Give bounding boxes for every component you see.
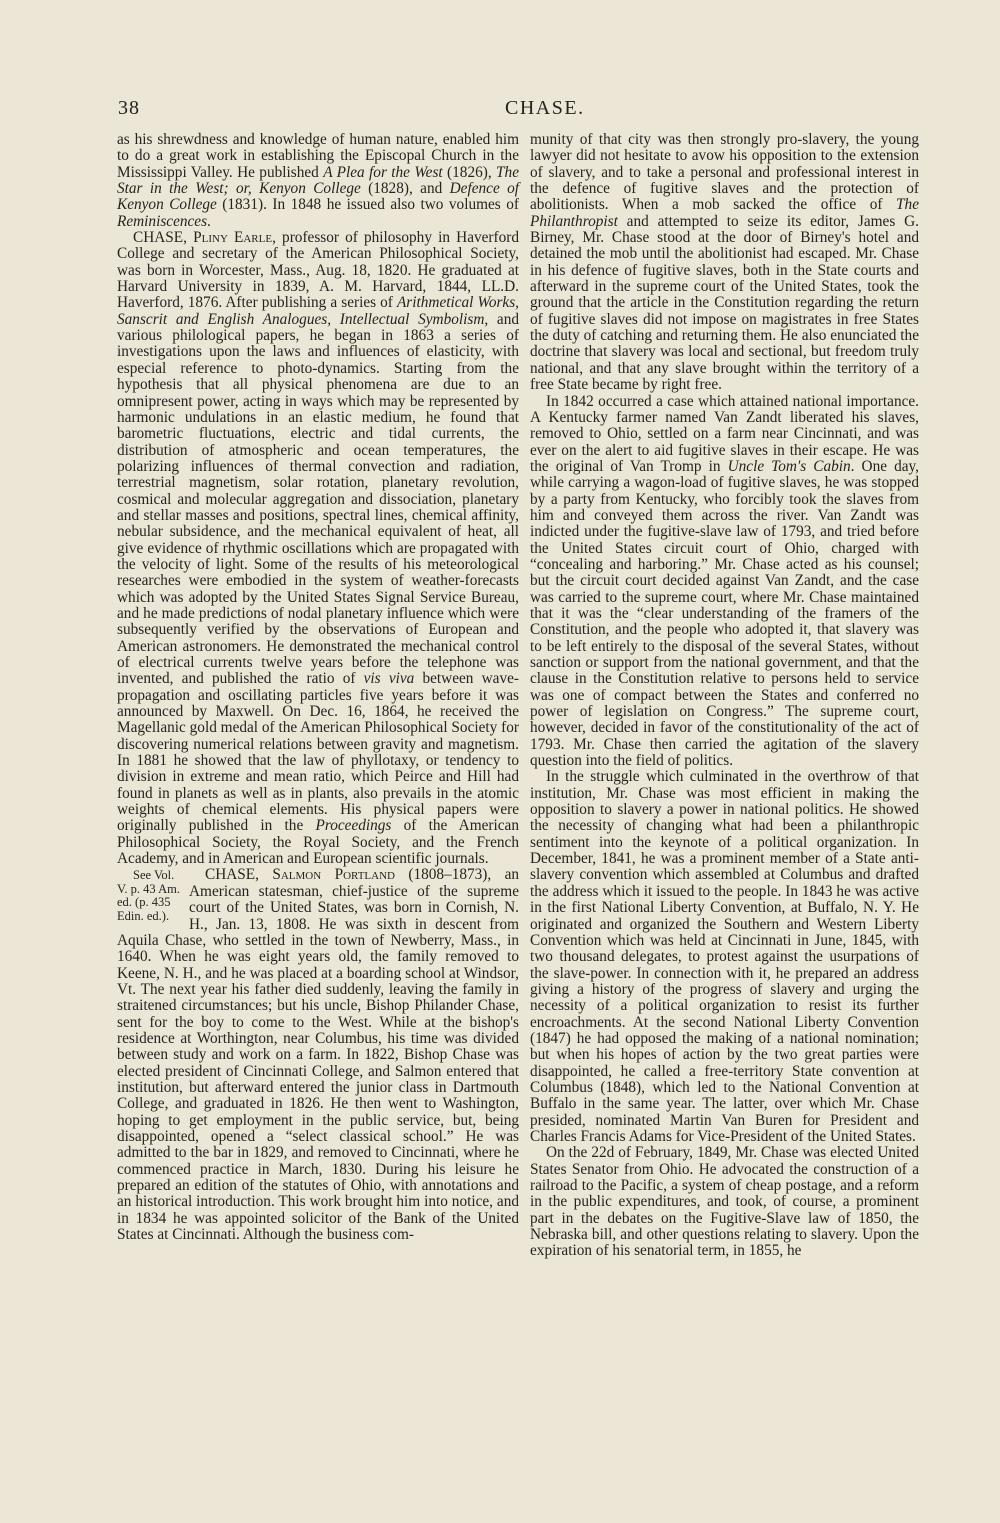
paragraph-cincinnati-antislavery: munity of that city was then strongly pro-slavery, the young lawyer did not hesitate to avow his opposition to the extension of slavery, and to take a personal and professional interest in the defence of fugitive slaves and the protection of abolitionists. When a mob sacked the office of The Philanthropist and attempted to seize its editor, James G. Birney, Mr. Chase stood at the door of Birney's hotel and detained the mob until the abolitionist had escaped. Mr. Chase in his defence of fugitive slaves, both in the State courts and afterward in the supreme court of the United States, took the ground that the article in the Constitution regarding the return of fugitive slaves did not impose on magistrates in free States the duty of catching and returning them. He also enunciated the doctrine that slavery was local and sectional, but freedom truly national, and that any slave brought within the territory of a free State became by right free. [530,131,919,394]
paragraph-episcopal-church-continuation: as his shrewdness and knowledge of human nature, enabled him to do a great work in establishing the Episcopal Church in the Mississippi Valley. He published A Plea for the West (1826), The Star in the West; or, Kenyon College (1828), and Defence of Kenyon College (1831). In 1848 he issued also two volumes of Reminiscences. [117,131,520,230]
running-head: CHASE. [505,97,585,119]
title-star-in-the-west: The Star in the West; or, Kenyon College [117,163,519,198]
paragraph-political-organization: In the struggle which culminated in the overthrow of that institution, Mr. Chase was most efficient in making the opposition to slavery a power in national politics. He showed the necessity of changing what had been a philanthropic sentiment into the keynote of a political organization. In December, 1841, he was a prominent member of a State anti-slavery convention which assembled at Columbus and drafted the address which it issued to the people. In 1843 he was active in the first National Liberty Convention, at Buffalo, N. Y. He originated and organized the Southern and Western Liberty Convention which was held at Cincinnati in June, 1845, with two thousand delegates, to protest against the usurpations of the slave-power. In connection with it, he prepared an address giving a history of the progress of slavery and urging the necessity of a political organization to resist its further encroachments. At the second National Liberty Convention (1847) he had opposed the making of a national nomination; but when his hopes of action by the two great parties were disappointed, he called a free-territory State convention at Columbus (1848), which led to the National Convention at Buffalo in the same year. The latter, over which Mr. Chase presided, nominated Martin Van Buren for President and Charles Francis Adams for Vice-President of the United States. [530,768,919,1145]
entry-name-pliny-earle: Pliny Earle [193,229,273,247]
title-plea-for-the-west: A Plea for the West [323,163,443,181]
term-vis-viva: vis viva [363,670,415,688]
title-reminiscences: Reminiscences [117,212,208,230]
left-column [117,132,519,1243]
title-arithmetical-works: Arithmetical Works, Sanscrit and English Analogues, Intellectual Symbolism, [117,294,519,328]
paragraph-senate-career: On the 22d of February, 1849, Mr. Chase was elected United States Senator from Ohio. He advocated the construction of a railroad to the Pacific, a system of cheap postage, and a reform in the public expenditures, and took, of course, a prominent part in the debates on the Fugitive-Slave law of 1850, the Nebraska bill, and other questions relating to slavery. Upon the expiration of his senatorial term, in 1855, he [530,1144,919,1260]
page-number: 38 [118,97,140,119]
entry-chase-salmon-portland: CHASE, Salmon Portland See Vol. V. p. 43 Am. ed. (p. 435 Edin. ed.). (1808–1873), an American statesman, chief-justice of the supreme court of the United States, was born in Cornish, N. H., Jan. 13, 1808. He was sixth in descent from Aquila Chase, who settled in the town of Newberry, Mass., in 1640. When he was eight years old, the family removed to Keene, N. H., and he was placed at a boarding school at Windsor, Vt. The next year his father died suddenly, leaving the family in straitened circumstances; but his uncle, Bishop Philander Chase, sent for the boy to come to the West. While at the bishop's residence at Worthington, near Columbus, his time was divided between study and work on a farm. In 1822, Bishop Chase was elected president of Cincinnati College, and Salmon entered that institution, but afterward entered the junior class in Dartmouth College, and graduated in 1826. He then went to Washington, hoping to get employment in the public service, but, being disappointed, opened a “select classical school.” He was admitted to the bar in 1829, and removed to Cincinnati, where he commenced practice in March, 1830. During his leisure he prepared an edition of the statutes of Ohio, with annotations and an historical introduction. This work brought him into notice, and in 1834 he was appointed solicitor of the Bank of the United States at Cincinnati. Although the business com- [117,866,520,1244]
title-uncle-toms-cabin: Uncle Tom's Cabin [727,457,851,475]
entry-name-salmon-portland: Salmon Portland [272,866,395,884]
title-defence-of-kenyon-college: Defence of Kenyon College [117,180,520,214]
right-column [530,132,919,1260]
title-the-philanthropist: The Philanthropist [530,196,919,230]
entry-chase-pliny-earle: CHASE, Pliny Earle, professor of philosophy in Haverford College and secretary of the American Philosophical Society, was born in Worcester, Mass., Aug. 18, 1820. He graduated at Harvard University in 1839, A. M. Harvard, 1844, LL.D. Haverford, 1876. After publishing a series of Arithmetical Works, Sanscrit and English Analogues, Intellectual Symbolism, and various philological papers, he began in 1863 a series of investigations upon the laws and influences of elasticity, with especial reference to photo-dynamics. Starting from the hypothesis that all physical phenomena are due to an omnipresent power, acting in ways which may be represented by harmonic undulations in an elastic medium, he found that barometric fluctuations, electric and tidal currents, the distribution of atmospheric and ocean temperatures, the polarizing influences of thermal convection and radiation, terrestrial magnetism, solar rotation, planetary revolution, cosmical and molecular aggregation and dissociation, planetary and stellar masses and positions, spectral lines, chemical affinity, nebular subsidence, and the mechanical equivalent of heat, all give evidence of rhythmic oscillations which are propagated with the velocity of light. Some of the results of his meteorological researches were embodied in the system of weather-forecasts which was adopted by the United States Signal Service Bureau, and he made predictions of nodal planetary influence which were subsequently verified by the observations of European and American astronomers. He demonstrated the mechanical control of electrical currents twelve years before the telephone was invented, and published the ratio of vis viva between wave-propagation and oscillating particles five years before it was announced by Maxwell. On Dec. 16, 1864, he received the Magellanic gold medal of the American Philosophical Society for discovering numerical relations between gravity and magnetism. In 1881 he showed that the law of phyllotaxy, or tendency to division in extreme and mean ratio, which Peirce and Hill had found in planets as well as in plants, also prevails in the atomic weights of chemical elements. His physical papers were originally published in the Proceedings of the American Philosophical Society, the Royal Society, and the French Academy, and in American and European scientific journals. [117,229,519,868]
paragraph-van-zandt-case: In 1842 occurred a case which attained national importance. A Kentucky farmer named Van Zandt liberated his slaves, removed to Ohio, settled on a farm near Cincinnati, and was ever on the alert to aid fugitive slaves in their escape. He was the original of Van Tromp in Uncle Tom's Cabin. One day, while carrying a wagon-load of fugitive slaves, he was stopped by a party from Kentucky, who forcibly took the slaves from him and conveyed them across the river. Van Zandt was indicted under the fugitive-slave law of 1793, and tried before the United States circuit court of Ohio, charged with “concealing and harboring.” Mr. Chase acted as his counsel; but the circuit court decided against Van Zandt, and the case was carried to the supreme court, where Mr. Chase maintained that it was the “clear understanding of the framers of the Constitution, and the people who adopted it, that slavery was to be left entirely to the disposal of the several States, without sanction or support from the national government, and that the clause in the Constitution relative to persons held to service was one of compact between the States and conferred no power of legislation on Congress.” The supreme court, however, decided in favor of the constitutionality of the act of 1793. Mr. Chase then carried the agitation of the slavery question into the field of politics. [530,392,919,770]
title-proceedings: Proceedings [315,817,392,835]
marginal-cross-reference: See Vol. V. p. 43 Am. ed. (p. 435 Edin. ed.). [117,868,180,923]
